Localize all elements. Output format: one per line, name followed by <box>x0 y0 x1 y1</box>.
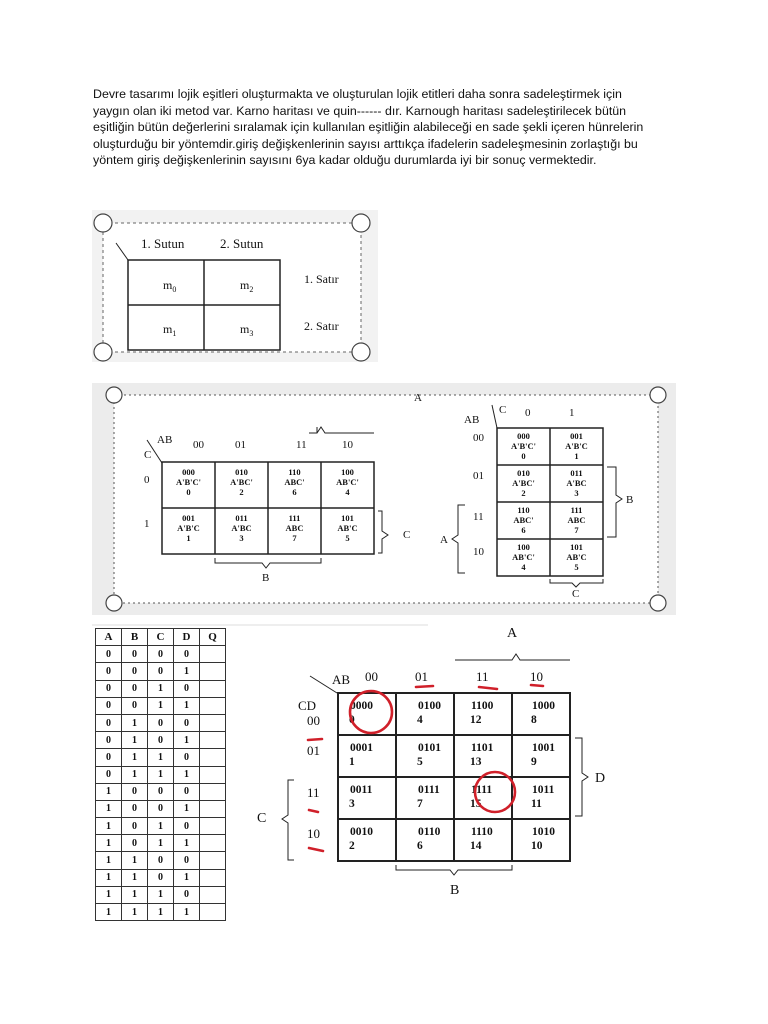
table-row <box>96 714 226 731</box>
kmap-cell-index: 12 <box>470 714 482 726</box>
kmap-cell-index: 2 <box>239 487 244 497</box>
truth-table-cell: 1 <box>122 714 148 731</box>
label-d: D <box>595 771 606 786</box>
kmap-cell-index: 6 <box>292 487 297 497</box>
label-c: C <box>572 588 580 600</box>
truth-table-cell: 0 <box>122 800 148 817</box>
corner-ab: AB <box>332 672 351 687</box>
truth-table-cell: 1 <box>122 749 148 766</box>
kmap-cell-code: 0111 <box>418 784 440 796</box>
kmap-cell-index: 3 <box>574 488 579 498</box>
row-header: 0 <box>144 474 150 486</box>
kmap-cell-index: 7 <box>292 533 297 543</box>
truth-table-cell: 0 <box>174 886 200 903</box>
label-a: A <box>440 534 448 546</box>
kmap-cell-code: 110 <box>517 505 530 515</box>
kmap-cell-code: 1000 <box>532 700 555 712</box>
kmap-cell-code: 001 <box>570 431 583 441</box>
truth-table-cell: 0 <box>174 749 200 766</box>
kmap-cell-code: 010 <box>517 468 530 478</box>
kmap-cell-index: 2 <box>521 488 526 498</box>
kmap-cell-code: 101 <box>341 513 354 523</box>
paragraph-line: oluşturduğu bir yöntemdir.giriş değişkenlerinin sayısı arttıkça ifadelerin sadeleşmesinin zorlaştığı bu <box>93 136 638 151</box>
truth-table-cell: 0 <box>96 749 122 766</box>
kmap-cell-term: ABC <box>285 523 304 533</box>
truth-table-cell: 1 <box>148 766 174 783</box>
row-header: 1 <box>144 518 150 530</box>
truth-table-cell: 1 <box>174 766 200 783</box>
kmap-cell-code: 110 <box>288 467 301 477</box>
kmap-cell-code: 101 <box>570 542 583 552</box>
truth-table-cell: 1 <box>174 663 200 680</box>
kmap-cell-term: ABC <box>567 515 586 525</box>
kmap-cell-term: AB'C <box>566 552 587 562</box>
truth-table-cell: 0 <box>174 646 200 663</box>
truth-table-cell <box>200 869 226 886</box>
kmap-cell-index: 0 <box>186 487 191 497</box>
kmap-cell-term: A'B'C' <box>175 477 202 487</box>
table-row <box>96 818 226 835</box>
truth-table-header: A <box>96 629 122 646</box>
label-b: B <box>262 572 270 584</box>
truth-table-cell <box>200 886 226 903</box>
kmap-cell-term: A'BC' <box>512 478 535 488</box>
truth-table-cell <box>200 766 226 783</box>
kmap-cell-term: ABC' <box>513 515 534 525</box>
kmap-cell-code: 1110 <box>471 826 493 838</box>
col2-label: 2. Sutun <box>220 236 264 251</box>
kmap-cell-index: 0 <box>521 451 526 461</box>
truth-table-cell <box>200 732 226 749</box>
kmap-cell-index: 6 <box>417 840 423 852</box>
row-header: 01 <box>307 743 320 758</box>
truth-table-cell: 0 <box>122 783 148 800</box>
kmap-cell-term: A'BC <box>566 478 587 488</box>
kmap-cell-code: 000 <box>182 467 195 477</box>
paragraph-line: yaygın olan iki metod var. Karno haritası ve quin------ dır. Karnough haritası sadeleştirilecek bütün <box>93 103 627 118</box>
kmap-cell-index: 10 <box>531 840 543 852</box>
kmap-cell-code: 0101 <box>418 742 441 754</box>
table-row <box>96 663 226 680</box>
kmap-cell-code: 0010 <box>350 826 373 838</box>
table-row <box>96 697 226 714</box>
corner-c: C <box>144 449 152 461</box>
truth-table-cell: 1 <box>96 835 122 852</box>
truth-table-cell: 0 <box>148 714 174 731</box>
kmap-cell-code: 011 <box>235 513 248 523</box>
truth-table-cell: 1 <box>122 904 148 921</box>
kmap-cell-index: 5 <box>574 562 579 572</box>
row1-label: 1. Satır <box>304 272 339 286</box>
truth-table-cell: 0 <box>148 852 174 869</box>
col-header: 1 <box>569 407 575 419</box>
truth-table-cell: 0 <box>96 646 122 663</box>
kmap-cell-code: 001 <box>182 513 195 523</box>
table-row <box>96 869 226 886</box>
kmap-cell-code: 0110 <box>418 826 441 838</box>
truth-table <box>95 628 226 921</box>
truth-table-header: B <box>122 629 148 646</box>
truth-table-cell <box>200 800 226 817</box>
col-header: 11 <box>296 439 307 451</box>
truth-table-cell <box>200 646 226 663</box>
truth-table-cell: 0 <box>148 646 174 663</box>
truth-table-header: D <box>174 629 200 646</box>
col-header: 0 <box>525 407 531 419</box>
kmap-cell-index: 3 <box>239 533 244 543</box>
kmap-cell-code: 1010 <box>532 826 555 838</box>
truth-table-cell <box>200 697 226 714</box>
kmap-cell-code: 1001 <box>532 742 555 754</box>
row-header: 11 <box>307 785 320 800</box>
kmap-cell-index: 11 <box>531 798 542 810</box>
kmap-cell-index: 15 <box>470 798 482 810</box>
kmap-cell-term: A'B'C <box>177 523 200 533</box>
truth-table-cell: 0 <box>122 680 148 697</box>
cell-m1: $m_1$ <box>163 322 177 338</box>
label-c: C <box>257 811 267 826</box>
cell-m3: $m_3$ <box>240 322 254 338</box>
col-header: 00 <box>365 669 378 684</box>
col-header: 00 <box>193 439 204 451</box>
truth-table-cell: 0 <box>122 646 148 663</box>
kmap-cell-index: 5 <box>417 756 423 768</box>
kmap-cell-code: 100 <box>517 542 530 552</box>
table-row <box>96 800 226 817</box>
kmap-cell-term: ABC' <box>284 477 305 487</box>
figure-2var-map <box>92 210 378 362</box>
paragraph-line: eşitliğin bütün değerlerini sıralamak için kullanılan eşitliğin alabileceği en sade şekli içeren hünrelerin <box>93 120 644 135</box>
label-b: B <box>626 494 634 506</box>
truth-table-cell: 0 <box>122 697 148 714</box>
kmap-cell-term: AB'C' <box>512 552 535 562</box>
row-header: 11 <box>473 511 484 523</box>
truth-table-cell: 0 <box>96 766 122 783</box>
kmap-cell-index: 7 <box>574 525 579 535</box>
truth-table-cell: 0 <box>174 783 200 800</box>
table-row <box>96 904 226 921</box>
kmap-cell-index: 0 <box>349 714 355 726</box>
truth-table-cell: 0 <box>96 663 122 680</box>
kmap-cell-term: A'BC' <box>230 477 253 487</box>
truth-table-cell <box>200 714 226 731</box>
kmap-cell-code: 111 <box>288 513 301 523</box>
truth-table-cell <box>200 783 226 800</box>
cell-m2: $m_2$ <box>240 278 254 294</box>
kmap-cell-index: 6 <box>521 525 526 535</box>
truth-table-header: Q <box>200 629 226 646</box>
kmap-cell-code: 0011 <box>350 784 373 796</box>
label-b: B <box>450 883 460 898</box>
truth-table-cell: 1 <box>148 886 174 903</box>
kmap-cell-code: 1111 <box>471 784 493 796</box>
truth-table-cell: 0 <box>96 732 122 749</box>
truth-table-cell: 1 <box>148 749 174 766</box>
truth-table-cell: 1 <box>122 852 148 869</box>
truth-table-cell: 1 <box>174 904 200 921</box>
truth-table-cell: 1 <box>122 886 148 903</box>
corner-cd: CD <box>298 698 317 713</box>
truth-table-cell: 1 <box>96 869 122 886</box>
truth-table-cell: 1 <box>122 869 148 886</box>
corner-ab: AB <box>157 434 173 446</box>
kmap-cell-code: 1011 <box>532 784 555 796</box>
truth-table-cell: 0 <box>148 869 174 886</box>
table-row <box>96 680 226 697</box>
col-header: 11 <box>476 669 489 684</box>
corner-c: C <box>499 404 507 416</box>
paragraph-line: yöntem giriş değişkenlerinin sayısını 6ya kadar olduğu durumlarda iyi bir sonuç vermektedir. <box>93 153 597 168</box>
truth-table-cell: 1 <box>96 904 122 921</box>
kmap-cell-code: 000 <box>517 431 530 441</box>
kmap-cell-term: A'B'C <box>565 441 588 451</box>
truth-table-cell: 1 <box>148 697 174 714</box>
table-row <box>96 852 226 869</box>
truth-table-cell: 1 <box>122 766 148 783</box>
kmap-cell-index: 4 <box>521 562 526 572</box>
kmap-cell-code: 010 <box>235 467 248 477</box>
truth-table-cell: 1 <box>96 800 122 817</box>
table-row <box>96 732 226 749</box>
truth-table-cell: 1 <box>174 732 200 749</box>
truth-table-cell: 0 <box>122 663 148 680</box>
kmap-cell-index: 14 <box>470 840 482 852</box>
figure-4var-kmap <box>250 622 630 900</box>
kmap-cell-index: 1 <box>349 756 355 768</box>
truth-table-cell: 0 <box>174 680 200 697</box>
truth-table-cell: 0 <box>148 732 174 749</box>
truth-table-cell: 1 <box>148 835 174 852</box>
kmap-cell-index: 1 <box>574 451 579 461</box>
kmap-cell-term: A'BC <box>231 523 252 533</box>
truth-table-cell: 0 <box>96 680 122 697</box>
kmap-cell-index: 4 <box>345 487 350 497</box>
table-row <box>96 749 226 766</box>
row-header: 01 <box>473 470 484 482</box>
truth-table-cell: 1 <box>174 869 200 886</box>
kmap-cell-code: 1101 <box>471 742 494 754</box>
kmap-cell-term: A'B'C' <box>510 441 537 451</box>
kmap-cell-index: 9 <box>531 756 537 768</box>
truth-table-cell <box>200 663 226 680</box>
corner-ab: AB <box>464 414 480 426</box>
truth-table-cell: 1 <box>174 835 200 852</box>
row-header: 00 <box>307 713 320 728</box>
truth-table-cell: 1 <box>148 904 174 921</box>
truth-table-cell: 0 <box>174 852 200 869</box>
truth-table-cell: 0 <box>96 714 122 731</box>
truth-table-cell <box>200 904 226 921</box>
kmap-cell-code: 011 <box>570 468 583 478</box>
paragraph-line: Devre tasarımı lojik eşitleri oluşturmakta ve oluşturulan lojik etitleri daha sonra sadeleştirmek için <box>93 87 622 101</box>
truth-table-cell: 0 <box>122 835 148 852</box>
truth-table-cell: 1 <box>96 783 122 800</box>
table-row <box>96 835 226 852</box>
kmap-cell-index: 1 <box>186 533 191 543</box>
label-a: A <box>414 392 422 404</box>
truth-table-cell: 1 <box>174 800 200 817</box>
truth-table-cell: 1 <box>174 697 200 714</box>
truth-table-cell: 1 <box>148 818 174 835</box>
label-a: A <box>507 626 518 641</box>
truth-table-cell: 0 <box>122 818 148 835</box>
kmap-cell-index: 4 <box>417 714 423 726</box>
label-c: C <box>403 529 411 541</box>
truth-table-cell: 0 <box>148 800 174 817</box>
truth-table-cell: 0 <box>148 663 174 680</box>
truth-table-cell <box>200 835 226 852</box>
kmap-cell-term: AB'C <box>337 523 358 533</box>
row-header: 10 <box>473 546 484 558</box>
kmap-cell-code: 100 <box>341 467 354 477</box>
intro-paragraph <box>93 86 683 169</box>
kmap-cell-index: 7 <box>417 798 423 810</box>
truth-table-header: C <box>148 629 174 646</box>
kmap-cell-code: 0100 <box>418 700 441 712</box>
kmap-cell-index: 8 <box>531 714 537 726</box>
table-row <box>96 646 226 663</box>
truth-table-cell <box>200 852 226 869</box>
truth-table-cell <box>200 818 226 835</box>
truth-table-cell: 1 <box>96 818 122 835</box>
kmap-cell-index: 3 <box>349 798 355 810</box>
kmap-cell-code: 1100 <box>471 700 494 712</box>
table-row <box>96 783 226 800</box>
row2-label: 2. Satır <box>304 319 339 333</box>
kmap-cell-code: 0000 <box>350 700 373 712</box>
kmap-cell-index: 5 <box>345 533 350 543</box>
truth-table-cell: 1 <box>96 852 122 869</box>
kmap-cell-index: 13 <box>470 756 482 768</box>
truth-table-cell <box>200 749 226 766</box>
truth-table-cell: 0 <box>148 783 174 800</box>
col-header: 01 <box>235 439 246 451</box>
truth-table-cell: 1 <box>122 732 148 749</box>
table-row <box>96 766 226 783</box>
kmap-cell-code: 111 <box>570 505 583 515</box>
row-header: 10 <box>307 826 320 841</box>
truth-table-cell: 1 <box>96 886 122 903</box>
kmap-cell-term: AB'C' <box>336 477 359 487</box>
cell-m0: $m_0$ <box>163 278 177 294</box>
col-header: 10 <box>530 669 543 684</box>
row-header: 00 <box>473 432 484 444</box>
kmap-cell-code: 0001 <box>350 742 373 754</box>
truth-table-cell: 1 <box>148 680 174 697</box>
table-row <box>96 886 226 903</box>
truth-table-cell: 0 <box>174 818 200 835</box>
truth-table-cell: 0 <box>96 697 122 714</box>
truth-table-cell: 0 <box>174 714 200 731</box>
truth-table-cell <box>200 680 226 697</box>
col1-label: 1. Sutun <box>141 236 185 251</box>
col-header: 10 <box>342 439 353 451</box>
kmap-cell-index: 2 <box>349 840 355 852</box>
figure-3var-maps <box>92 383 676 615</box>
col-header: 01 <box>415 669 428 684</box>
